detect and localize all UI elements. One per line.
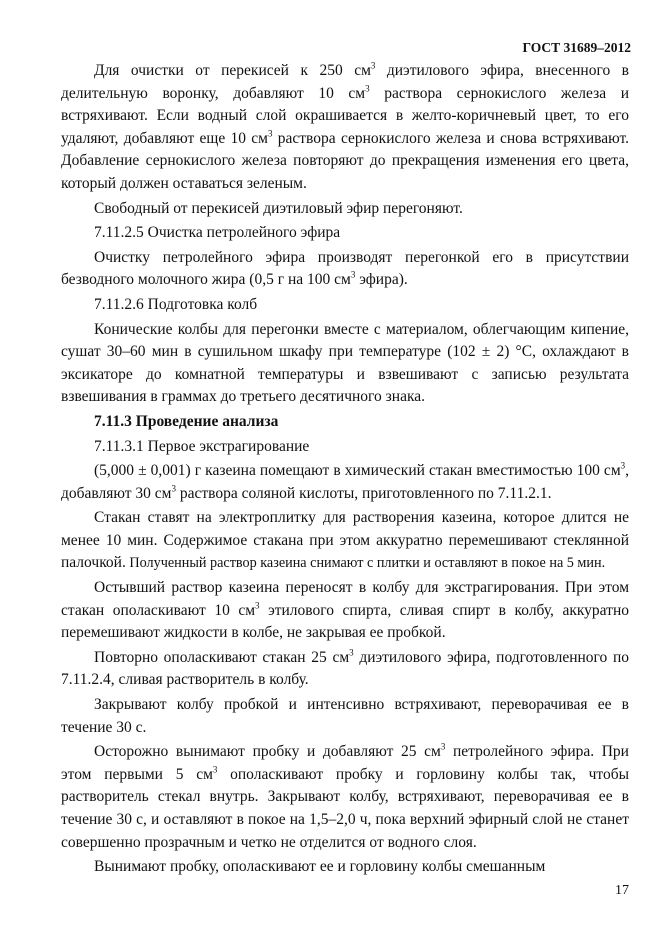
text-run: Осторожно вынимают пробку и добавляют 25 см bbox=[94, 743, 441, 761]
text-run: Стакан ставят на электроплитку для растворения казеина, которое длится не менее 10 мин. Содержимое стакана при этом аккуратно перемешивают стеклянной палочкой. bbox=[61, 509, 629, 572]
text-run: раствора сернокислого железа и снова встряхивают. Добавление сернокислого железа повторяют до прекращения изменения его цвета, который должен оставаться зеленым. bbox=[61, 129, 630, 192]
superscript: 3 bbox=[255, 599, 260, 610]
page-number: 17 bbox=[615, 883, 629, 898]
paragraph: Закрывают колбу пробкой и интенсивно встряхивают, переворачивая ее в течение 30 с. bbox=[61, 696, 629, 736]
superscript: 3 bbox=[212, 764, 218, 775]
text-run: ополаскивают пробку и горловину колбы так, чтобы растворитель стекал внутрь. Закрывают колбу, встряхивают, переворачивая ее в течение 30 с, и оставляют в покое на 1,5–2,0 ч, пока верхний эфирный слой не станет совершенно прозрачным и четко не отделится от водного слоя. bbox=[61, 765, 629, 851]
text-run: (5,000 ± 0,001) г казеина помещают в химический стакан вместимостью 100 см bbox=[94, 462, 621, 480]
paragraph: Вынимают пробку, ополаскивают ее и горловину колбы смешанным bbox=[94, 858, 546, 876]
text-run: Остывший раствор казеина переносят в колбу для экстрагирования. При этом стакан ополаскивают 10 см bbox=[61, 579, 629, 619]
superscript: 3 bbox=[350, 269, 356, 280]
document-body bbox=[61, 60, 629, 879]
text-run: диэтилового эфира, подготовленного по 7.11.2.4, сливая растворитель в колбу. bbox=[61, 648, 629, 689]
paragraph bbox=[61, 647, 629, 692]
paragraph bbox=[61, 507, 629, 575]
page-header: ГОСТ 31689–2012 bbox=[522, 40, 631, 55]
text-run: эфира). bbox=[355, 271, 408, 289]
text-run: Для очистки от перекисей к 250 см bbox=[94, 62, 371, 79]
paragraph: Конические колбы для перегонки вместе с материалом, облегчающим кипение, сушат 30–60 мин в сушильном шкафу при температуре (102 ± 2) °С, охлаждают в эксикаторе до комнатной температуры и взвешивают с записью результата взвешивания в граммах до третьего десятичного знака. bbox=[61, 320, 629, 406]
superscript: 3 bbox=[349, 647, 354, 658]
paragraph: Свободный от перекисей диэтиловый эфир перегоняют. bbox=[94, 199, 463, 217]
paragraph bbox=[61, 60, 629, 196]
text-run: Повторно ополаскивают стакан 25 см bbox=[94, 648, 350, 666]
section-heading: 7.11.2.6 Подготовка колб bbox=[94, 295, 258, 313]
superscript: 3 bbox=[620, 460, 626, 471]
paragraph bbox=[61, 741, 629, 854]
paragraph bbox=[61, 460, 629, 505]
text-run: петролейного эфира. При этом первыми 5 см bbox=[61, 743, 629, 783]
text-run: диэтилового эфира, внесенного в делительную воронку, добавляют 10 см bbox=[61, 62, 629, 102]
superscript: 3 bbox=[365, 82, 370, 93]
superscript: 3 bbox=[370, 60, 376, 71]
paragraph bbox=[61, 247, 629, 292]
text-run: Полученный раствор казеина снимают с плитки и оставляют в покое на 5 мин. bbox=[125, 555, 606, 572]
superscript: 3 bbox=[267, 128, 273, 139]
text-run: раствора соляной кислоты, приготовленного по 7.11.2.1. bbox=[175, 484, 552, 502]
text-run: раствора сернокислого железа и встряхивают. Если водный слой окрашивается в желто-коричневый цвет, то его удаляют, добавляют еще 10 см bbox=[61, 84, 629, 147]
superscript: 3 bbox=[171, 482, 176, 493]
superscript: 3 bbox=[440, 741, 446, 752]
paragraph bbox=[61, 577, 629, 645]
text-run: этилового спирта, сливая спирт в колбу, аккуратно перемешивают жидкости в колбе, не закрывая ее пробкой. bbox=[61, 601, 629, 642]
section-heading-bold: 7.11.3 Проведение анализа bbox=[94, 412, 279, 430]
section-heading: 7.11.2.5 Очистка петролейного эфира bbox=[94, 224, 341, 242]
text-run: Очистку петролейного эфира производят перегонкой его в присутствии безводного молочного жира (0,5 г на 100 см bbox=[61, 248, 629, 289]
text-run: , добавляют 30 см bbox=[61, 462, 629, 502]
section-heading: 7.11.3.1 Первое экстрагирование bbox=[94, 437, 310, 455]
